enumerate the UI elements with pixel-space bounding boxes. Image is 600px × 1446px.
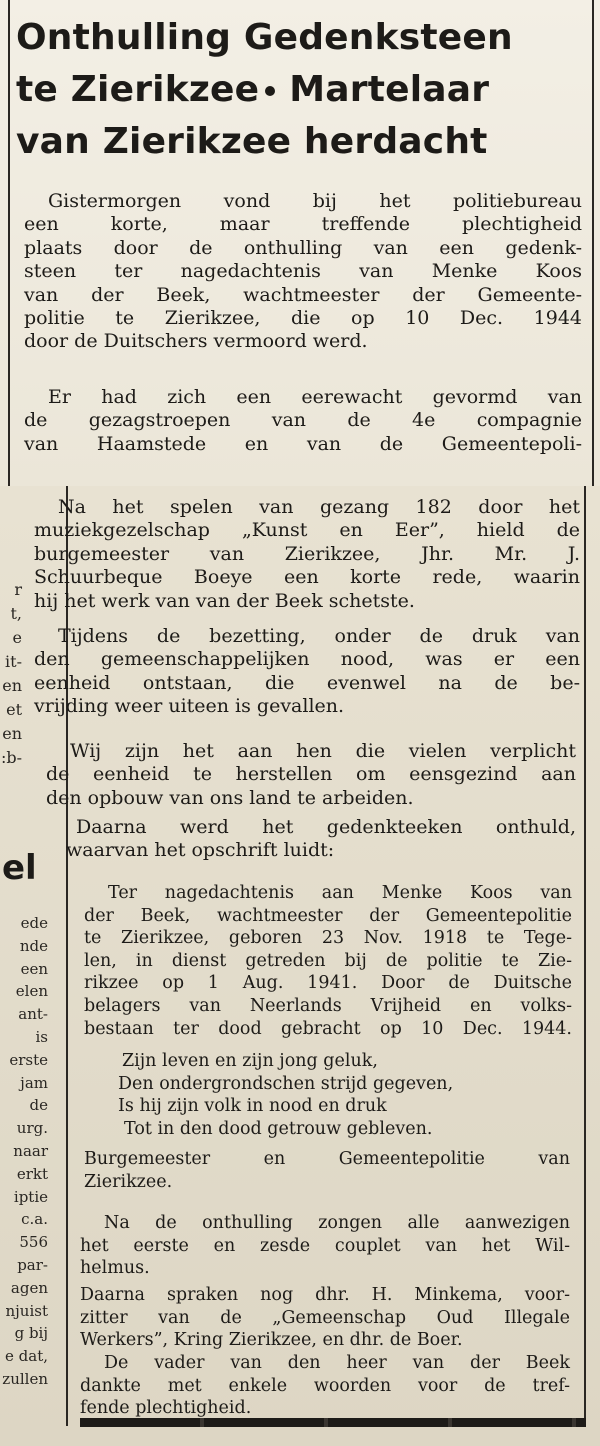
fragment: de (29, 1096, 48, 1115)
fragment: e dat, (5, 1347, 48, 1366)
bullet-separator-icon (265, 86, 275, 96)
text-line: Wij zijn het aan hen die vielen verplicht (70, 740, 576, 762)
text-line: de gezagstroepen van de 4e compagnie (24, 409, 582, 432)
text-line: eenheid ontstaan, die evenwel na de be- (34, 671, 580, 694)
lower-column-rule-right (584, 486, 586, 1426)
poem-line: Is hij zijn volk in nood en druk (118, 1096, 387, 1117)
left-column-fragments-upper (0, 578, 22, 770)
text-line: Zierikzee. (84, 1171, 173, 1192)
text-line: vrijding weer uiteen is gevallen. (34, 695, 345, 718)
fragment: een (20, 959, 48, 978)
text-line: de eenheid te herstellen om eensgezind aan (46, 763, 576, 786)
text-line: door de Duitschers vermoord werd. (24, 330, 368, 353)
fragment: agen (10, 1278, 48, 1297)
text-line: Tijdens de bezetting, onder de druk van (58, 625, 580, 647)
headline-line-3: van Zierikzee herdacht (16, 121, 488, 162)
text-line: bestaan ter dood gebracht op 10 Dec. 1944. (84, 1018, 572, 1039)
fragment: urg. (16, 1119, 48, 1138)
fragment: ant- (18, 1005, 48, 1024)
paragraph-occupation (34, 625, 580, 719)
paragraph-unveil (52, 816, 576, 863)
text-line: helmus. (80, 1258, 150, 1279)
fragment: ede (20, 914, 48, 932)
fragment: en (2, 724, 22, 743)
paragraph-speech (34, 496, 580, 613)
text-line: Daarna spraken nog dhr. H. Minkema, voor- (80, 1285, 570, 1305)
paragraph-anthem (80, 1212, 570, 1280)
fragment: :b- (0, 748, 22, 767)
text-line: zitter van de „Gemeenschap Oud Illegale (80, 1307, 570, 1328)
left-column-heading-fragment: el (2, 848, 37, 888)
fragment: erkt (16, 1164, 48, 1183)
upper-column-rule-right (592, 0, 594, 486)
fragment: en (2, 676, 22, 695)
text-line: der Beek, wachtmeester der Gemeentepolitie (84, 905, 572, 926)
fragment: t, (10, 604, 22, 623)
fragment: zullen (2, 1369, 48, 1388)
paragraph-father (80, 1352, 570, 1420)
fragment: et (6, 700, 22, 719)
paragraph-guard (24, 386, 582, 456)
inscription-poem (118, 1050, 578, 1140)
fragment: njuist (5, 1301, 48, 1320)
text-line: fende plechtigheid. (80, 1398, 252, 1419)
fragment: 556 (19, 1233, 48, 1252)
paragraph-speakers (80, 1284, 570, 1352)
text-line: dankte met enkele woorden voor de tref- (80, 1375, 570, 1396)
text-line: rikzee op 1 Aug. 1941. Door de Duitsche (84, 973, 572, 994)
fragment: erste (9, 1050, 48, 1069)
text-line: Na het spelen van gezang 182 door het (58, 496, 580, 518)
fragment: c.a. (21, 1210, 48, 1229)
text-line: den gemeenschappelijken nood, was er een (34, 648, 580, 671)
text-line: waarvan het opschrift luidt: (66, 839, 335, 862)
text-line: belagers van Neerlands Vrijheid en volks- (84, 995, 572, 1016)
text-line: Na de onthulling zongen alle aanwezigen (104, 1213, 570, 1233)
fragment: elen (15, 982, 48, 1001)
fragment: iptie (13, 1187, 48, 1206)
text-line: Gistermorgen vond bij het politiebureau (48, 190, 582, 212)
text-line: den opbouw van ons land te arbeiden. (46, 786, 414, 809)
text-line: plaats door de onthulling van een gedenk- (24, 236, 582, 259)
fragment: g bij (14, 1324, 48, 1343)
text-line: Burgemeester en Gemeentepolitie van (84, 1149, 570, 1169)
text-line: muziekgezelschap „Kunst en Eer”, hield de (34, 519, 580, 542)
text-line: politie te Zierikzee, die op 10 Dec. 1944 (24, 307, 582, 330)
fragment: is (35, 1027, 48, 1046)
text-line: Ter nagedachtenis aan Menke Koos van (108, 883, 572, 903)
text-line: van der Beek, wachtmeester der Gemeente- (24, 283, 582, 306)
text-line: burgemeester van Zierikzee, Jhr. Mr. J. (34, 542, 580, 565)
headline-line-2 (16, 64, 588, 116)
upper-column-rule-left (8, 0, 10, 486)
text-line: Daarna werd het gedenkteeken onthuld, (76, 816, 576, 838)
left-column-fragments-lower (0, 912, 48, 1391)
fragment: naar (13, 1141, 48, 1160)
text-line: van Haamstede en van de Gemeentepoli- (24, 432, 582, 455)
text-line: te Zierikzee, geboren 23 Nov. 1918 te Tege- (84, 928, 572, 949)
text-line: Er had zich een eerewacht gevormd van (48, 386, 582, 408)
fragment: r (14, 580, 22, 599)
headline-line-2a: te Zierikzee (16, 69, 260, 110)
poem-line: Den ondergrondschen strijd gegeven, (118, 1073, 454, 1094)
text-line: De vader van den heer van der Beek (104, 1353, 570, 1373)
text-line: Werkers”, Kring Zierikzee, en dhr. de Boer. (80, 1330, 463, 1351)
text-line: het eerste en zesde couplet van het Wil- (80, 1235, 570, 1256)
text-line: hij het werk van van der Beek schetste. (34, 589, 415, 612)
article-headline (16, 12, 588, 168)
fragment: it- (5, 652, 22, 671)
text-line: len, in dienst getreden bij de politie te Zie- (84, 950, 572, 971)
headline-line-2b: Martelaar (289, 69, 490, 110)
fragment: jam (20, 1073, 48, 1092)
inscription-signature (84, 1148, 570, 1193)
text-line: Schuurbeque Boeye een korte rede, waarin (34, 566, 580, 589)
headline-line-1: Onthulling Gedenksteen (16, 17, 513, 58)
article-end-rule (80, 1418, 586, 1427)
fragment: nde (19, 936, 48, 955)
paragraph-duty (46, 740, 576, 810)
text-line: steen ter nagedachtenis van Menke Koos (24, 260, 582, 283)
text-line: een korte, maar treffende plechtigheid (24, 213, 582, 236)
poem-line: Tot in den dood getrouw gebleven. (124, 1118, 433, 1139)
inscription-text (84, 882, 572, 1040)
poem-line: Zijn leven en zijn jong geluk, (122, 1051, 378, 1071)
fragment: e (12, 628, 22, 647)
paragraph-intro (24, 190, 582, 354)
fragment: par- (17, 1255, 48, 1274)
